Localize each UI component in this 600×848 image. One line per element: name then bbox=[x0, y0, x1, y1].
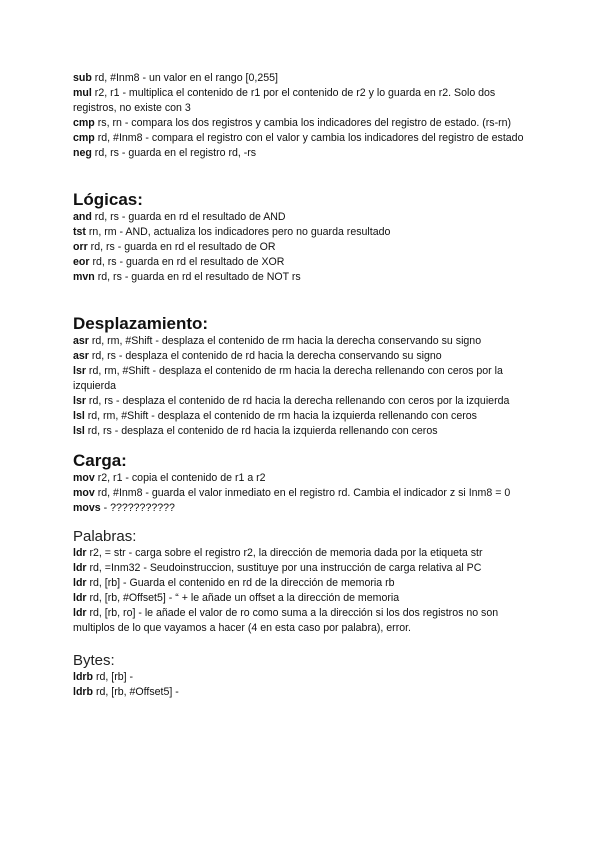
bytes-section bbox=[73, 652, 533, 700]
instruction-line bbox=[73, 270, 533, 285]
instruction-line bbox=[73, 471, 533, 486]
description: rs, rn - compara los dos registros y cambia los indicadores del registro de estado. (rs-rn) bbox=[94, 117, 512, 129]
description: rd, [rb, #Offset5] - “ + le añade un offset a la dirección de memoria bbox=[86, 592, 400, 604]
mnemonic: cmp bbox=[73, 117, 95, 129]
description: r2, r1 - multiplica el contenido de r1 por el contenido de r2 y lo guarda en r2. Solo dos registros, no existe con 3 bbox=[73, 87, 496, 114]
description: rd, #Inm8 - un valor en el rango [0,255] bbox=[91, 72, 278, 84]
description: rd, =Inm32 - Seudoinstruccion, sustituye por una instrucción de carga relativa al PC bbox=[86, 562, 482, 574]
mnemonic: lsr bbox=[73, 365, 86, 377]
instruction-line bbox=[73, 71, 533, 86]
mnemonic: ldr bbox=[73, 577, 87, 589]
subsection-heading: Palabras: bbox=[73, 528, 137, 545]
description: r2, r1 - copia el contenido de r1 a r2 bbox=[94, 472, 266, 484]
instruction-line bbox=[73, 146, 533, 161]
instruction-line bbox=[73, 670, 533, 685]
description: rd, [rb, ro] - le añade el valor de ro como suma a la dirección si los dos registros no son multiplos de lo que vayamos a hacer (4 en esta caso por palabra), error. bbox=[73, 607, 499, 634]
mnemonic: mul bbox=[73, 87, 92, 99]
instruction-line bbox=[73, 561, 533, 576]
description: rd, rs - guarda en rd el resultado de NOT rs bbox=[94, 271, 301, 283]
description: rd, [rb] - bbox=[93, 671, 134, 683]
instruction-line bbox=[73, 486, 533, 501]
description: rd, rs - desplaza el contenido de rd hacia la izquierda rellenando con ceros bbox=[84, 425, 438, 437]
mnemonic: movs bbox=[73, 502, 101, 514]
subsection-heading: Bytes: bbox=[73, 652, 115, 669]
instruction-line bbox=[73, 576, 533, 591]
description: rd, rm, #Shift - desplaza el contenido de rm hacia la derecha rellenando con ceros por la izquierda bbox=[73, 365, 503, 392]
description: rd, rs - desplaza el contenido de rd hacia la derecha rellenando con ceros por la izquierda bbox=[85, 395, 510, 407]
instruction-line bbox=[73, 225, 533, 240]
mnemonic: ldrb bbox=[73, 671, 94, 683]
mnemonic: ldrb bbox=[73, 686, 94, 698]
desplazamiento-section bbox=[73, 314, 533, 439]
description: rd, rs - guarda en el registro rd, -rs bbox=[91, 147, 257, 159]
description: - ??????????? bbox=[100, 502, 175, 514]
description: rd, rs - desplaza el contenido de rd hacia la derecha conservando su signo bbox=[88, 350, 442, 362]
instruction-line bbox=[73, 546, 533, 561]
mnemonic: eor bbox=[73, 256, 90, 268]
instruction-line bbox=[73, 349, 533, 364]
mnemonic: and bbox=[73, 211, 92, 223]
section-heading: Lógicas: bbox=[73, 190, 143, 209]
description: rd, [rb] - Guarda el contenido en rd de la dirección de memoria rb bbox=[86, 577, 395, 589]
mnemonic: neg bbox=[73, 147, 92, 159]
instruction-line bbox=[73, 591, 533, 606]
instruction-line bbox=[73, 210, 533, 225]
description: rd, rm, #Shift - desplaza el contenido de rm hacia la izquierda rellenando con ceros bbox=[84, 410, 477, 422]
mnemonic: lsr bbox=[73, 395, 86, 407]
mnemonic: orr bbox=[73, 241, 88, 253]
mnemonic: mov bbox=[73, 472, 95, 484]
description: rd, rs - guarda en rd el resultado de AND bbox=[91, 211, 286, 223]
instruction-line bbox=[73, 424, 533, 439]
palabras-section bbox=[73, 528, 533, 636]
mnemonic: asr bbox=[73, 350, 89, 362]
description: r2, = str - carga sobre el registro r2, la dirección de memoria dada por la etiqueta str bbox=[86, 547, 483, 559]
section-heading: Carga: bbox=[73, 451, 127, 470]
mnemonic: lsl bbox=[73, 425, 85, 437]
mnemonic: ldr bbox=[73, 562, 87, 574]
mnemonic: mvn bbox=[73, 271, 95, 283]
description: rd, #Inm8 - compara el registro con el valor y cambia los indicadores del registro de estado bbox=[94, 132, 524, 144]
description: rn, rm - AND, actualiza los indicadores pero no guarda resultado bbox=[85, 226, 391, 238]
instruction-line bbox=[73, 116, 533, 131]
arith-section bbox=[73, 71, 533, 161]
instruction-line bbox=[73, 255, 533, 270]
instruction-line bbox=[73, 240, 533, 255]
instruction-line bbox=[73, 86, 533, 116]
section-heading: Desplazamiento: bbox=[73, 314, 209, 333]
instruction-line bbox=[73, 334, 533, 349]
instruction-line bbox=[73, 685, 533, 700]
description: rd, rs - guarda en rd el resultado de XOR bbox=[89, 256, 285, 268]
description: rd, rm, #Shift - desplaza el contenido de rm hacia la derecha conservando su signo bbox=[88, 335, 482, 347]
instruction-line bbox=[73, 606, 533, 636]
instruction-line bbox=[73, 394, 533, 409]
mnemonic: lsl bbox=[73, 410, 85, 422]
document-page bbox=[73, 71, 533, 700]
instruction-line bbox=[73, 501, 533, 516]
description: rd, [rb, #Offset5] - bbox=[93, 686, 179, 698]
instruction-line bbox=[73, 131, 533, 146]
mnemonic: asr bbox=[73, 335, 89, 347]
mnemonic: tst bbox=[73, 226, 86, 238]
description: rd, rs - guarda en rd el resultado de OR bbox=[87, 241, 276, 253]
instruction-line bbox=[73, 364, 533, 394]
mnemonic: mov bbox=[73, 487, 95, 499]
description: rd, #Inm8 - guarda el valor inmediato en el registro rd. Cambia el indicador z si Inm8 = 0 bbox=[94, 487, 511, 499]
mnemonic: ldr bbox=[73, 592, 87, 604]
mnemonic: cmp bbox=[73, 132, 95, 144]
mnemonic: ldr bbox=[73, 607, 87, 619]
mnemonic: sub bbox=[73, 72, 92, 84]
logicas-section bbox=[73, 190, 533, 285]
carga-section bbox=[73, 451, 533, 516]
mnemonic: ldr bbox=[73, 547, 87, 559]
instruction-line bbox=[73, 409, 533, 424]
